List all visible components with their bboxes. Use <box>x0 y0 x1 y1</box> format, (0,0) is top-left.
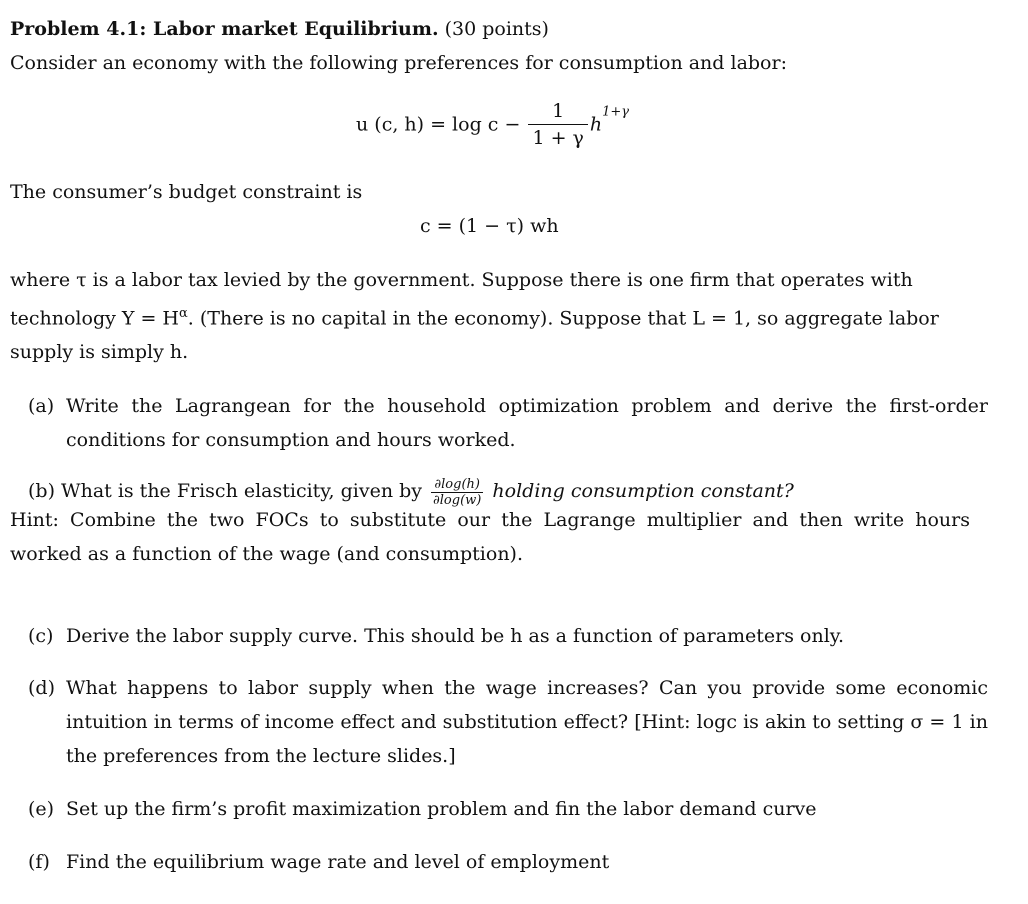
problem-points: (30 points) <box>444 18 549 40</box>
setup-line-2-sup: α <box>179 306 188 321</box>
part-f <box>28 845 988 879</box>
setup-line-2b: . (There is no capital in the economy). Suppose that L = 1, so aggregate labor <box>187 307 939 330</box>
utility-h: h <box>589 113 603 136</box>
part-a-text: Write the Lagrangean for the household optimization problem and derive the first-order conditions for consumption and hours worked. <box>66 395 988 451</box>
part-d-text: What happens to labor supply when the wage increases? Can you provide some economic intuition in terms of income effect and substitution effect? [Hint: logc is akin to setting σ = 1 in the preferences from the lecture slides.] <box>66 677 988 767</box>
setup-line-3: supply is simply h. <box>10 341 189 364</box>
part-d-label: (d) <box>28 677 55 699</box>
utility-equation <box>356 100 629 149</box>
setup-line-1: where τ is a labor tax levied by the government. Suppose there is one firm that operates with <box>10 269 913 291</box>
part-b-text-a: What is the Frisch elasticity, given by <box>61 480 422 502</box>
setup-paragraph <box>10 263 970 369</box>
utility-frac-den: 1 + γ <box>528 124 587 149</box>
part-b-label: (b) <box>28 480 55 502</box>
part-c-text: Derive the labor supply curve. This should be h as a function of parameters only. <box>66 625 845 647</box>
frisch-frac-den: ∂log(w) <box>433 492 482 508</box>
part-a <box>28 389 988 457</box>
part-f-text: Find the equilibrium wage rate and level of employment <box>66 851 610 873</box>
part-e-label: (e) <box>28 798 55 820</box>
part-f-label: (f) <box>28 851 50 873</box>
utility-exponent: 1+γ <box>602 104 630 120</box>
part-c <box>28 619 988 653</box>
part-c-label: (c) <box>28 625 54 647</box>
part-a-label: (a) <box>28 395 55 417</box>
utility-lhs: u (c, h) = log c − <box>356 113 521 136</box>
problem-header <box>10 18 549 40</box>
frisch-frac-num: ∂log(h) <box>434 476 480 492</box>
budget-intro: The consumer’s budget constraint is <box>10 181 363 203</box>
problem-title: Problem 4.1: Labor market Equilibrium. <box>10 18 439 40</box>
part-e <box>28 792 988 826</box>
part-b-text-b: holding consumption constant? <box>492 480 794 502</box>
part-e-text: Set up the firm’s profit maximization problem and fin the labor demand curve <box>66 798 817 820</box>
utility-fraction <box>528 100 587 149</box>
setup-line-2 <box>10 297 970 335</box>
utility-frac-num: 1 <box>552 100 565 122</box>
part-d <box>28 671 988 773</box>
setup-line-2a: technology Y = H <box>10 307 179 330</box>
part-b-hint: Hint: Combine the two FOCs to substitute our the Lagrange multiplier and then write hours worked as a function of the wage (and consumption). <box>10 509 970 565</box>
budget-equation: c = (1 − τ) wh <box>420 215 559 237</box>
problem-intro: Consider an economy with the following preferences for consumption and labor: <box>10 52 787 74</box>
